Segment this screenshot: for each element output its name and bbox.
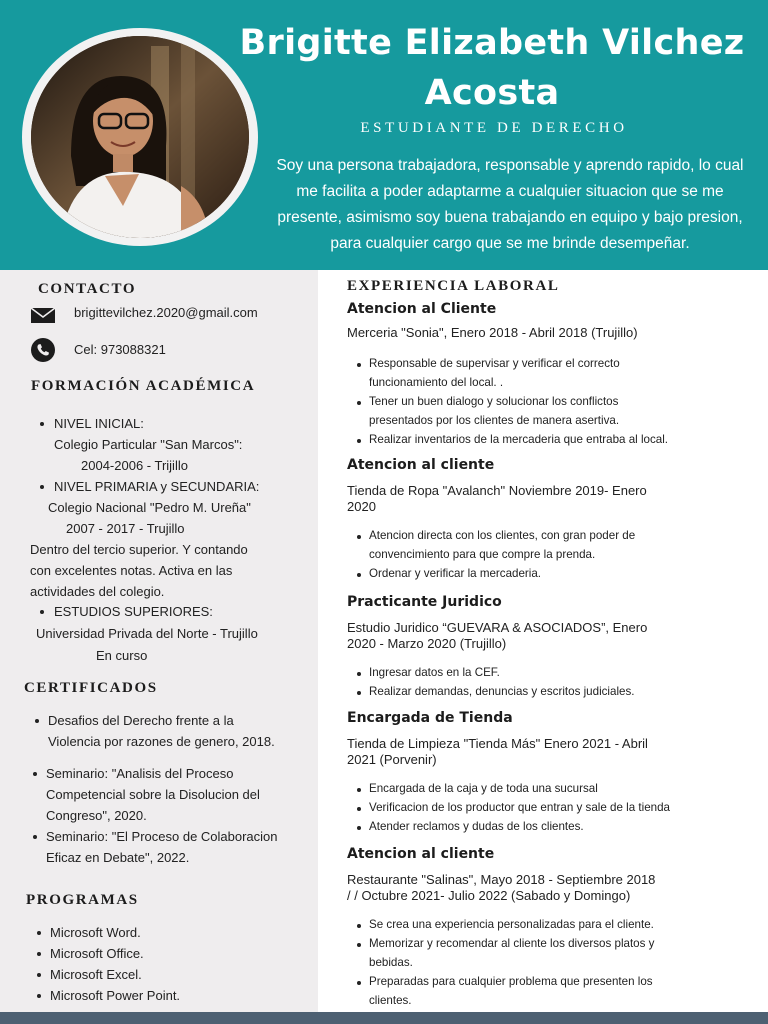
certificate-line: Violencia por razones de genero, 2018. bbox=[48, 734, 275, 749]
education-line: 2004-2006 - Trijillo bbox=[81, 458, 188, 473]
job-meta-line: 2020 - Marzo 2020 (Trujillo) bbox=[347, 636, 507, 651]
job-meta-line: 2021 (Porvenir) bbox=[347, 752, 437, 767]
bullet-dot bbox=[357, 573, 361, 577]
bullet-dot bbox=[40, 610, 44, 614]
job-duty: presentados por los clientes de manera asertiva. bbox=[369, 414, 620, 427]
job-title: Atencion al cliente bbox=[347, 846, 495, 862]
job-meta-line: Restaurante "Salinas", Mayo 2018 - Septiembre 2018 bbox=[347, 872, 656, 887]
certificate-line: Seminario: "Analisis del Proceso bbox=[46, 766, 234, 781]
bullet-dot bbox=[37, 973, 41, 977]
education-line: Dentro del tercio superior. Y contando bbox=[30, 542, 248, 557]
bullet-dot bbox=[37, 952, 41, 956]
job-subtitle: ESTUDIANTE DE DERECHO bbox=[360, 120, 628, 136]
bullet-dot bbox=[357, 672, 361, 676]
job-meta bbox=[347, 483, 707, 515]
bullet-dot bbox=[357, 943, 361, 947]
job-meta bbox=[347, 872, 707, 904]
job-duty: Ingresar datos en la CEF. bbox=[369, 666, 500, 679]
education-line: Universidad Privada del Norte - Trujillo bbox=[36, 626, 258, 641]
job-duty: Se crea una experiencia personalizadas para el cliente. bbox=[369, 918, 654, 931]
program-item: Microsoft Office. bbox=[50, 946, 144, 961]
certificate-line: Competencial sobre la Disolucion del bbox=[46, 787, 260, 802]
job-meta: Merceria "Sonia", Enero 2018 - Abril 2018 (Trujillo) bbox=[347, 325, 638, 340]
bullet-dot bbox=[33, 772, 37, 776]
program-item: Microsoft Word. bbox=[50, 925, 141, 940]
job-duty: Tener un buen dialogo y solucionar los conflictos bbox=[369, 395, 619, 408]
header-banner bbox=[0, 0, 768, 270]
job-duty: bebidas. bbox=[369, 956, 413, 969]
job-duty: Realizar demandas, denuncias y escritos judiciales. bbox=[369, 685, 635, 698]
job-duty: Atender reclamos y dudas de los clientes. bbox=[369, 820, 584, 833]
job-duty: Realizar inventarios de la mercaderia que entraba al local. bbox=[369, 433, 669, 446]
profile-photo-illustration bbox=[31, 36, 249, 238]
profile-photo bbox=[31, 36, 249, 238]
job-title: Atencion al cliente bbox=[347, 457, 495, 473]
bullet-dot bbox=[357, 924, 361, 928]
job-meta bbox=[347, 736, 707, 768]
job-duty: convencimiento para que compre la prenda. bbox=[369, 548, 596, 561]
footer-bar bbox=[0, 1012, 768, 1024]
job-meta-line: 2020 bbox=[347, 499, 376, 514]
bullet-dot bbox=[35, 719, 39, 723]
phone-row bbox=[30, 337, 56, 363]
name-line-2: Acosta bbox=[424, 73, 560, 113]
education-line: con excelentes notas. Activa en las bbox=[30, 563, 233, 578]
bullet-dot bbox=[357, 363, 361, 367]
candidate-name bbox=[228, 18, 756, 118]
job-meta-line: Tienda de Limpieza "Tienda Más" Enero 2021 - Abril bbox=[347, 736, 648, 751]
job-meta-line: / / Octubre 2021- Julio 2022 (Sabado y Domingo) bbox=[347, 888, 631, 903]
contact-title: CONTACTO bbox=[38, 281, 137, 297]
education-line: NIVEL PRIMARIA y SECUNDARIA: bbox=[54, 479, 260, 494]
job-title: Encargada de Tienda bbox=[347, 710, 513, 726]
job-meta-line: Estudio Juridico “GUEVARA & ASOCIADOS”, Enero bbox=[347, 620, 648, 635]
education-line: Colegio Nacional "Pedro M. Ureña" bbox=[48, 500, 251, 515]
phone-text[interactable]: Cel: 973088321 bbox=[74, 342, 166, 357]
name-line-1: Brigitte Elizabeth Vilchez bbox=[239, 23, 745, 63]
job-duty: Atencion directa con los clientes, con gran poder de bbox=[369, 529, 636, 542]
bullet-dot bbox=[357, 981, 361, 985]
phone-icon bbox=[30, 337, 56, 363]
job-duty: Memorizar y recomendar al cliente los diversos platos y bbox=[369, 937, 655, 950]
bullet-dot bbox=[357, 826, 361, 830]
email-text[interactable]: brigittevilchez.2020@gmail.com bbox=[74, 305, 258, 320]
bullet-dot bbox=[37, 994, 41, 998]
education-line: En curso bbox=[96, 648, 148, 663]
job-duty: Ordenar y verificar la mercaderia. bbox=[369, 567, 542, 580]
bullet-dot bbox=[357, 439, 361, 443]
job-duty: Preparadas para cualquier problema que presenten los bbox=[369, 975, 653, 988]
envelope-icon bbox=[30, 302, 56, 328]
education-line: 2007 - 2017 - Trujillo bbox=[66, 521, 185, 536]
bullet-dot bbox=[33, 835, 37, 839]
bullet-dot bbox=[357, 691, 361, 695]
education-line: ESTUDIOS SUPERIORES: bbox=[54, 604, 213, 619]
bullet-dot bbox=[40, 485, 44, 489]
job-meta-line: Tienda de Ropa "Avalanch" Noviembre 2019- Enero bbox=[347, 483, 647, 498]
job-duty: clientes. bbox=[369, 994, 412, 1007]
certificate-line: Desafios del Derecho frente a la bbox=[48, 713, 234, 728]
email-row bbox=[30, 302, 56, 328]
education-line: actividades del colegio. bbox=[30, 584, 165, 599]
certificate-line: Eficaz en Debate", 2022. bbox=[46, 850, 190, 865]
job-meta bbox=[347, 620, 707, 652]
program-item: Microsoft Excel. bbox=[50, 967, 142, 982]
certificates-title: CERTIFICADOS bbox=[24, 680, 158, 696]
job-duty: Responsable de supervisar y verificar el correcto bbox=[369, 357, 620, 370]
education-line: Colegio Particular "San Marcos": bbox=[54, 437, 243, 452]
programs-title: PROGRAMAS bbox=[26, 892, 139, 908]
bullet-dot bbox=[37, 931, 41, 935]
bullet-dot bbox=[40, 422, 44, 426]
certificate-line: Congreso", 2020. bbox=[46, 808, 147, 823]
education-line: NIVEL INICIAL: bbox=[54, 416, 144, 431]
education-title: FORMACIÓN ACADÉMICA bbox=[31, 378, 256, 394]
job-duty: funcionamiento del local. . bbox=[369, 376, 504, 389]
program-item: Microsoft Power Point. bbox=[50, 988, 181, 1003]
job-duty: Encargada de la caja y de toda una sucursal bbox=[369, 782, 598, 795]
bullet-dot bbox=[357, 535, 361, 539]
job-title: Practicante Juridico bbox=[347, 594, 502, 610]
experience-title: EXPERIENCIA LABORAL bbox=[347, 278, 560, 294]
bullet-dot bbox=[357, 788, 361, 792]
profile-summary: Soy una persona trabajadora, responsable y aprendo rapido, lo cual me facilita a poder adaptarme a cualquier situacion que se me presente, asimismo soy buena trabajando en equipo y bajo presion, para cualquier cargo que se me brinde desempeñar. bbox=[276, 157, 744, 252]
bullet-dot bbox=[357, 807, 361, 811]
job-title: Atencion al Cliente bbox=[347, 301, 497, 317]
job-duty: Verificacion de los productor que entran y sale de la tienda bbox=[369, 801, 670, 814]
certificate-line: Seminario: "El Proceso de Colaboracion bbox=[46, 829, 278, 844]
bullet-dot bbox=[357, 401, 361, 405]
